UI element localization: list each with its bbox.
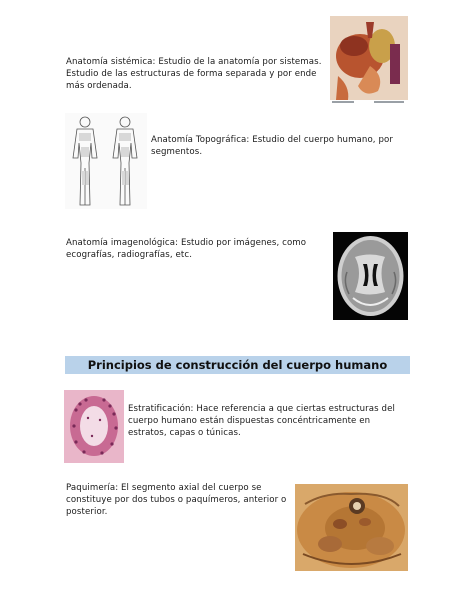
section-banner: Principios de construcción del cuerpo humano — [65, 356, 410, 374]
paquimeria-text: Paquimería: El segmento axial del cuerpo se constituye por dos tubos o paquímeros, anterior o posterior. — [66, 483, 287, 517]
organs-illustration — [330, 16, 408, 106]
body-diagram-image — [65, 113, 147, 209]
imagenologica-text: Anatomía imagenológica: Estudio por imágenes, como ecografías, radiografías, etc. — [66, 238, 307, 260]
cross-section-image — [295, 484, 408, 571]
topografica-text: Anatomía Topográfica: Estudio del cuerpo humano, por segmentos. — [151, 135, 394, 157]
brain-mri-image — [333, 232, 408, 320]
estratificacion-text: Estratificación: Hace referencia a que ciertas estructuras del cuerpo humano están dispuestas concéntricamente en estratos, capas o túnicas. — [128, 404, 395, 438]
histology-image — [64, 390, 124, 463]
sistemica-text: Anatomía sistémica: Estudio de la anatomía por sistemas. Estudio de las estructuras de forma separada y por ende más ordenada. — [66, 57, 322, 91]
